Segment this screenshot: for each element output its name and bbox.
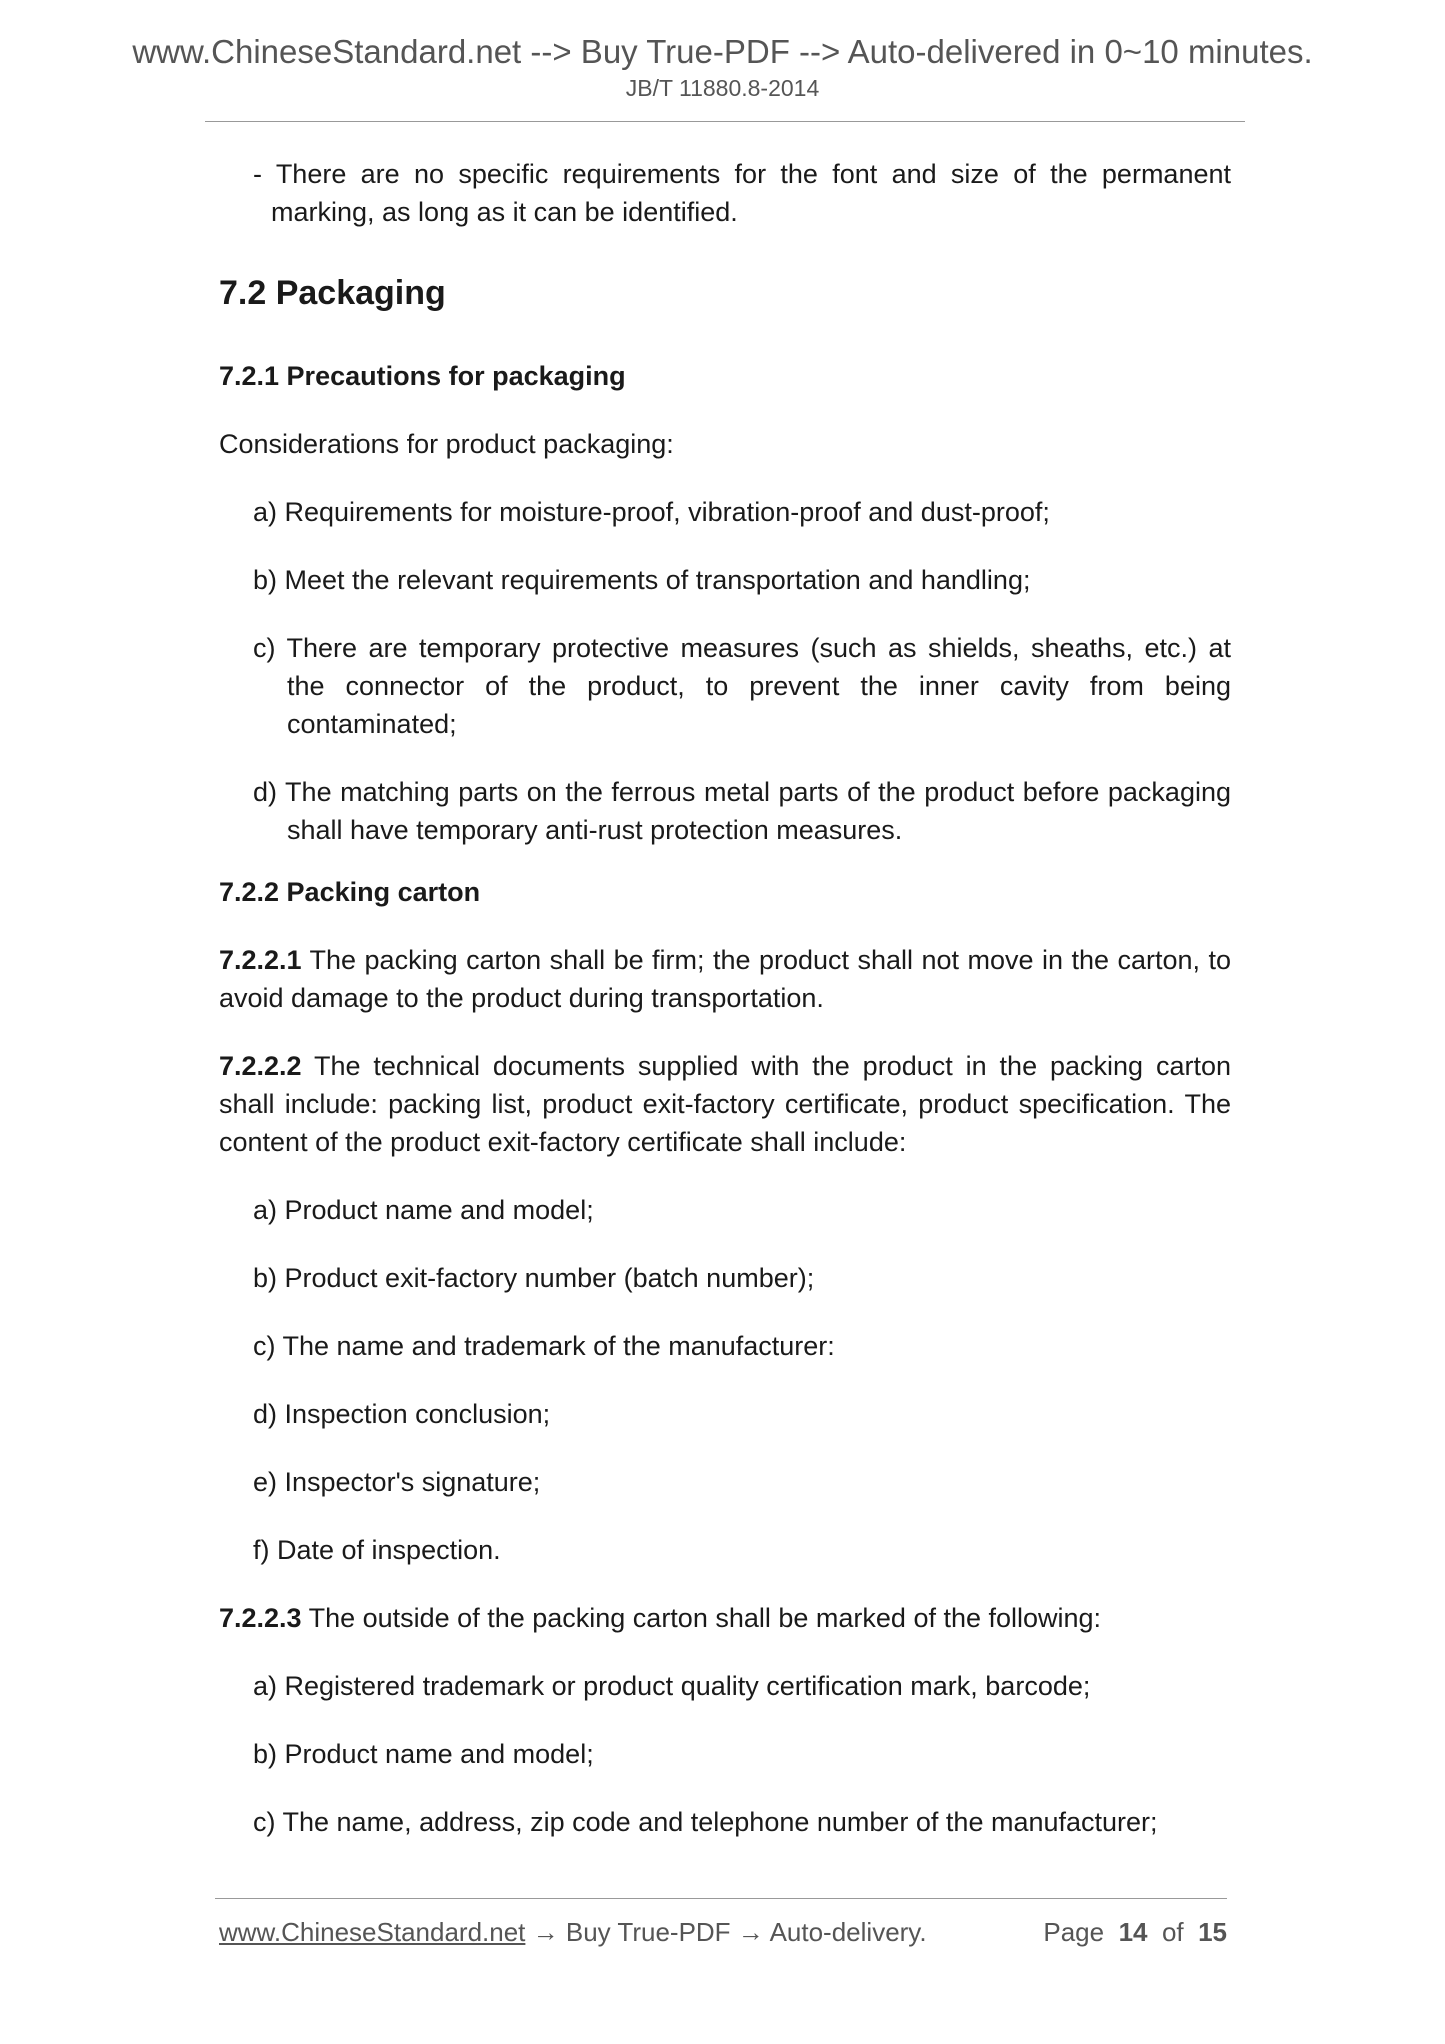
considerations-item-c: c) There are temporary protective measures (such as shields, sheaths, etc.) at the connector of the product, to prevent the inner cavity from being contaminated;: [253, 633, 1231, 739]
carton-item-a: a) Registered trademark or product quality certification mark, barcode;: [253, 1671, 1091, 1701]
dash-list-item: - There are no specific requirements for the font and size of the permanent marking, as long as it can be identified.: [253, 159, 1231, 227]
considerations-item-b: b) Meet the relevant requirements of transportation and handling;: [253, 565, 1031, 595]
page-number: [1043, 1916, 1227, 1948]
clause-text: The packing carton shall be firm; the product shall not move in the carton, to avoid damage to the product during transportation.: [219, 945, 1231, 1013]
considerations-item-d: d) The matching parts on the ferrous metal parts of the product before packaging shall have temporary anti-rust protection measures.: [253, 777, 1231, 845]
section-heading-7-2: 7.2 Packaging: [219, 274, 446, 312]
carton-item-c: c) The name, address, zip code and telephone number of the manufacturer;: [253, 1807, 1158, 1837]
considerations-item-a: a) Requirements for moisture-proof, vibration-proof and dust-proof;: [253, 497, 1050, 527]
clause-7-2-2-3: [219, 1599, 1231, 1637]
certificate-item-b: b) Product exit-factory number (batch number);: [253, 1263, 815, 1293]
clause-text: The outside of the packing carton shall be marked of the following:: [301, 1603, 1102, 1633]
clause-number: 7.2.2.3: [219, 1603, 302, 1633]
clause-7-2-2-2: [219, 1047, 1231, 1161]
certificate-item-a: a) Product name and model;: [253, 1195, 594, 1225]
page-label: Page: [1043, 1917, 1105, 1947]
clause-7-2-2-1: [219, 941, 1231, 1017]
of-label: of: [1161, 1917, 1184, 1947]
considerations-intro: Considerations for product packaging:: [219, 429, 674, 459]
footer-divider: [215, 1898, 1227, 1899]
footer-left: [219, 1916, 927, 1948]
certificate-item-d: d) Inspection conclusion;: [253, 1399, 551, 1429]
document-body: [219, 155, 1231, 1841]
standard-number: JB/T 11880.8-2014: [625, 75, 820, 101]
certificate-item-c: c) The name and trademark of the manufacturer:: [253, 1331, 835, 1361]
subsection-heading-7-2-1: 7.2.1 Precautions for packaging: [219, 361, 626, 391]
page-total: 15: [1198, 1917, 1227, 1947]
certificate-item-e: e) Inspector's signature;: [253, 1467, 541, 1497]
page-current: 14: [1118, 1917, 1148, 1947]
clause-number: 7.2.2.1: [219, 945, 302, 975]
footer-tagline: → Buy True-PDF → Auto-delivery.: [525, 1917, 927, 1947]
certificate-item-f: f) Date of inspection.: [253, 1535, 501, 1565]
footer-website-link[interactable]: www.ChineseStandard.net: [219, 1917, 526, 1947]
carton-item-b: b) Product name and model;: [253, 1739, 594, 1769]
clause-number: 7.2.2.2: [219, 1051, 302, 1081]
header-divider: [205, 121, 1245, 122]
clause-text: The technical documents supplied with the product in the packing carton shall include: packing list, product exit-factory certificate, product specification. The content of the product exit-factory certificate shall include:: [219, 1051, 1231, 1157]
header-banner: www.ChineseStandard.net --> Buy True-PDF --> Auto-delivered in 0~10 minutes.: [132, 33, 1313, 70]
subsection-heading-7-2-2: 7.2.2 Packing carton: [219, 877, 481, 907]
